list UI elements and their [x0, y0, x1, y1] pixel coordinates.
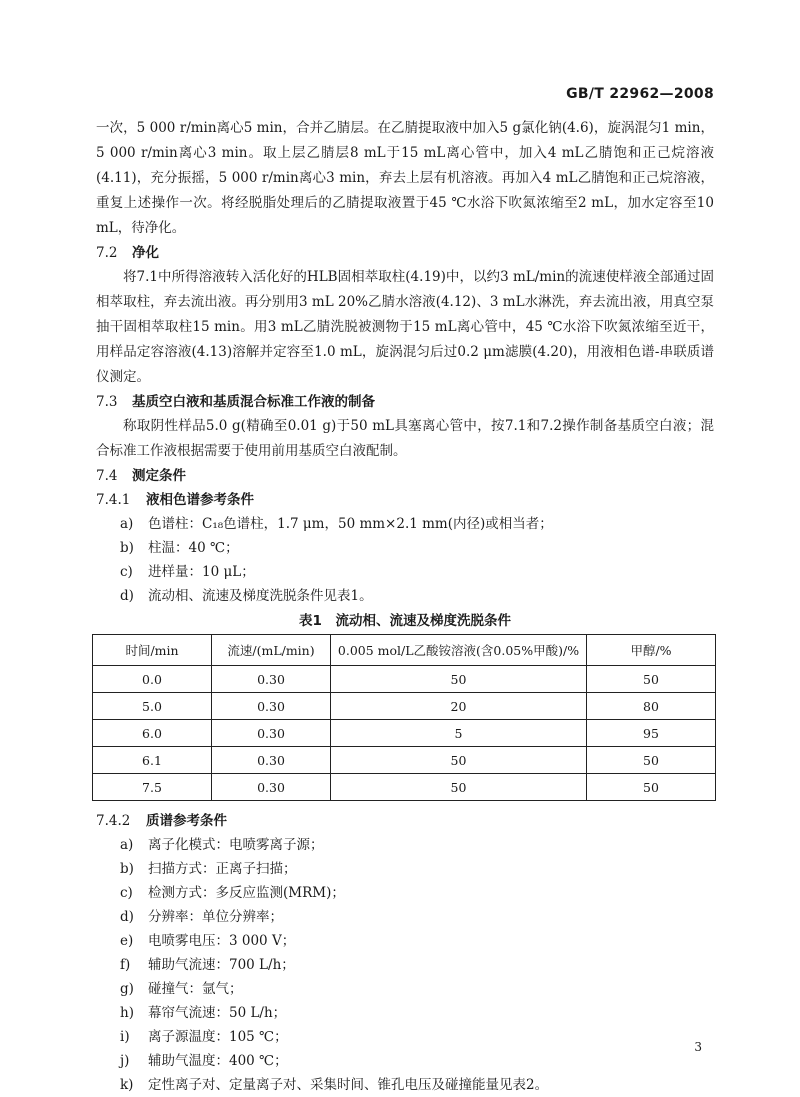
section-title: 测定条件 — [132, 468, 186, 484]
list-item: j) 辅助气温度：400 ℃； — [120, 1053, 288, 1069]
list-item: a) 色谱柱：C₁₈色谱柱，1.7 μm，50 mm×2.1 mm(内径)或相当者； — [120, 516, 553, 532]
table-row: 0.0 0.30 50 50 — [93, 666, 716, 693]
section-number: 7.4.1 — [96, 492, 131, 508]
table-row: 5.0 0.30 20 80 — [93, 693, 716, 720]
section-title: 液相色谱参考条件 — [146, 492, 254, 508]
section-7-4-2-heading — [96, 809, 714, 833]
list-item: a) 离子化模式：电喷雾离子源； — [120, 837, 324, 853]
standard-number: GB/T 22962—2008 — [566, 86, 714, 102]
list-item: i) 离子源温度：105 ℃； — [120, 1029, 288, 1045]
section-7-2-body: 将7.1中所得溶液转入活化好的HLB固相萃取柱(4.19)中，以约3 mL/min的流速使样液全部通过固相萃取柱，弃去流出液。再分别用3 mL 20%乙腈水溶液(4.12)、3 mL水淋洗，弃去流出液，用真空泵抽干固相萃取柱15 min。用3 mL乙腈洗脱被测物于15 mL离心管中，45 ℃水浴下吹氮浓缩至近干，用样品定容溶液(4.13)溶解并定容至1.0 mL，旋涡混匀后过0.2 μm滤膜(4.20)，用液相色谱-串联质谱仪测定。 — [96, 269, 714, 385]
table-row: 7.5 0.30 50 50 — [93, 774, 716, 801]
list-item: e) 电喷雾电压：3 000 V； — [120, 933, 296, 949]
list-item: b) 扫描方式：正离子扫描； — [120, 861, 297, 877]
section-number: 7.4.2 — [96, 813, 131, 829]
table-header-row — [93, 635, 716, 666]
section-7-4-1-heading — [96, 488, 714, 512]
column-header: 时间/min — [93, 635, 212, 666]
list-item: g) 碰撞气：氩气； — [120, 981, 243, 997]
list-item: k) 定性离子对、定量离子对、采集时间、锥孔电压及碰撞能量见表2。 — [120, 1077, 549, 1093]
list-item: c) 检测方式：多反应监测(MRM)； — [120, 885, 345, 901]
list-item: h) 幕帘气流速：50 L/h； — [120, 1005, 287, 1021]
list-item: f) 辅助气流速：700 L/h； — [120, 957, 295, 973]
list-item: b) 柱温：40 ℃； — [120, 540, 239, 556]
page-content — [96, 116, 714, 1097]
table-row: 6.0 0.30 5 95 — [93, 720, 716, 747]
section-7-3-heading — [96, 390, 714, 414]
section-number: 7.2 — [96, 245, 118, 261]
section-title: 净化 — [132, 245, 159, 261]
section-title: 质谱参考条件 — [146, 813, 227, 829]
table-row: 6.1 0.30 50 50 — [93, 747, 716, 774]
list-item: d) 流动相、流速及梯度洗脱条件见表1。 — [120, 588, 373, 604]
section-number: 7.3 — [96, 394, 118, 410]
list-item: d) 分辨率：单位分辨率； — [120, 909, 283, 925]
lc-conditions-list — [96, 512, 714, 608]
column-header: 0.005 mol/L乙酸铵溶液(含0.05%甲酸)/% — [331, 635, 587, 666]
column-header: 流速/(mL/min) — [212, 635, 331, 666]
section-7-3-body: 称取阴性样品5.0 g(精确至0.01 g)于50 mL具塞离心管中，按7.1和7.2操作制备基质空白液；混合标准工作液根据需要于使用前用基质空白液配制。 — [96, 418, 714, 459]
list-item: c) 进样量：10 μL； — [120, 564, 255, 580]
page-number: 3 — [694, 1040, 702, 1054]
section-7-2-heading — [96, 241, 714, 265]
section-title: 基质空白液和基质混合标准工作液的制备 — [132, 394, 375, 410]
gradient-table — [92, 634, 716, 801]
column-header: 甲醇/% — [587, 635, 716, 666]
section-number: 7.4 — [96, 468, 118, 484]
ms-conditions-list — [96, 833, 714, 1097]
section-7-4-heading — [96, 464, 714, 488]
table-1-caption: 表1 流动相、流速及梯度洗脱条件 — [299, 613, 511, 629]
continued-paragraph: 一次，5 000 r/min离心5 min，合并乙腈层。在乙腈提取液中加入5 g氯化钠(4.6)，旋涡混匀1 min，5 000 r/min离心3 min。取上层乙腈层8 mL于15 mL离心管中，加入4 mL乙腈饱和正己烷溶液(4.11)，充分振摇，5 000 r/min离心3 min，弃去上层有机溶液。再加入4 mL乙腈饱和正己烷溶液，重复上述操作一次。将经脱脂处理后的乙腈提取液置于45 ℃水浴下吹氮浓缩至2 mL，加水定容至10 mL，待净化。 — [96, 120, 714, 236]
